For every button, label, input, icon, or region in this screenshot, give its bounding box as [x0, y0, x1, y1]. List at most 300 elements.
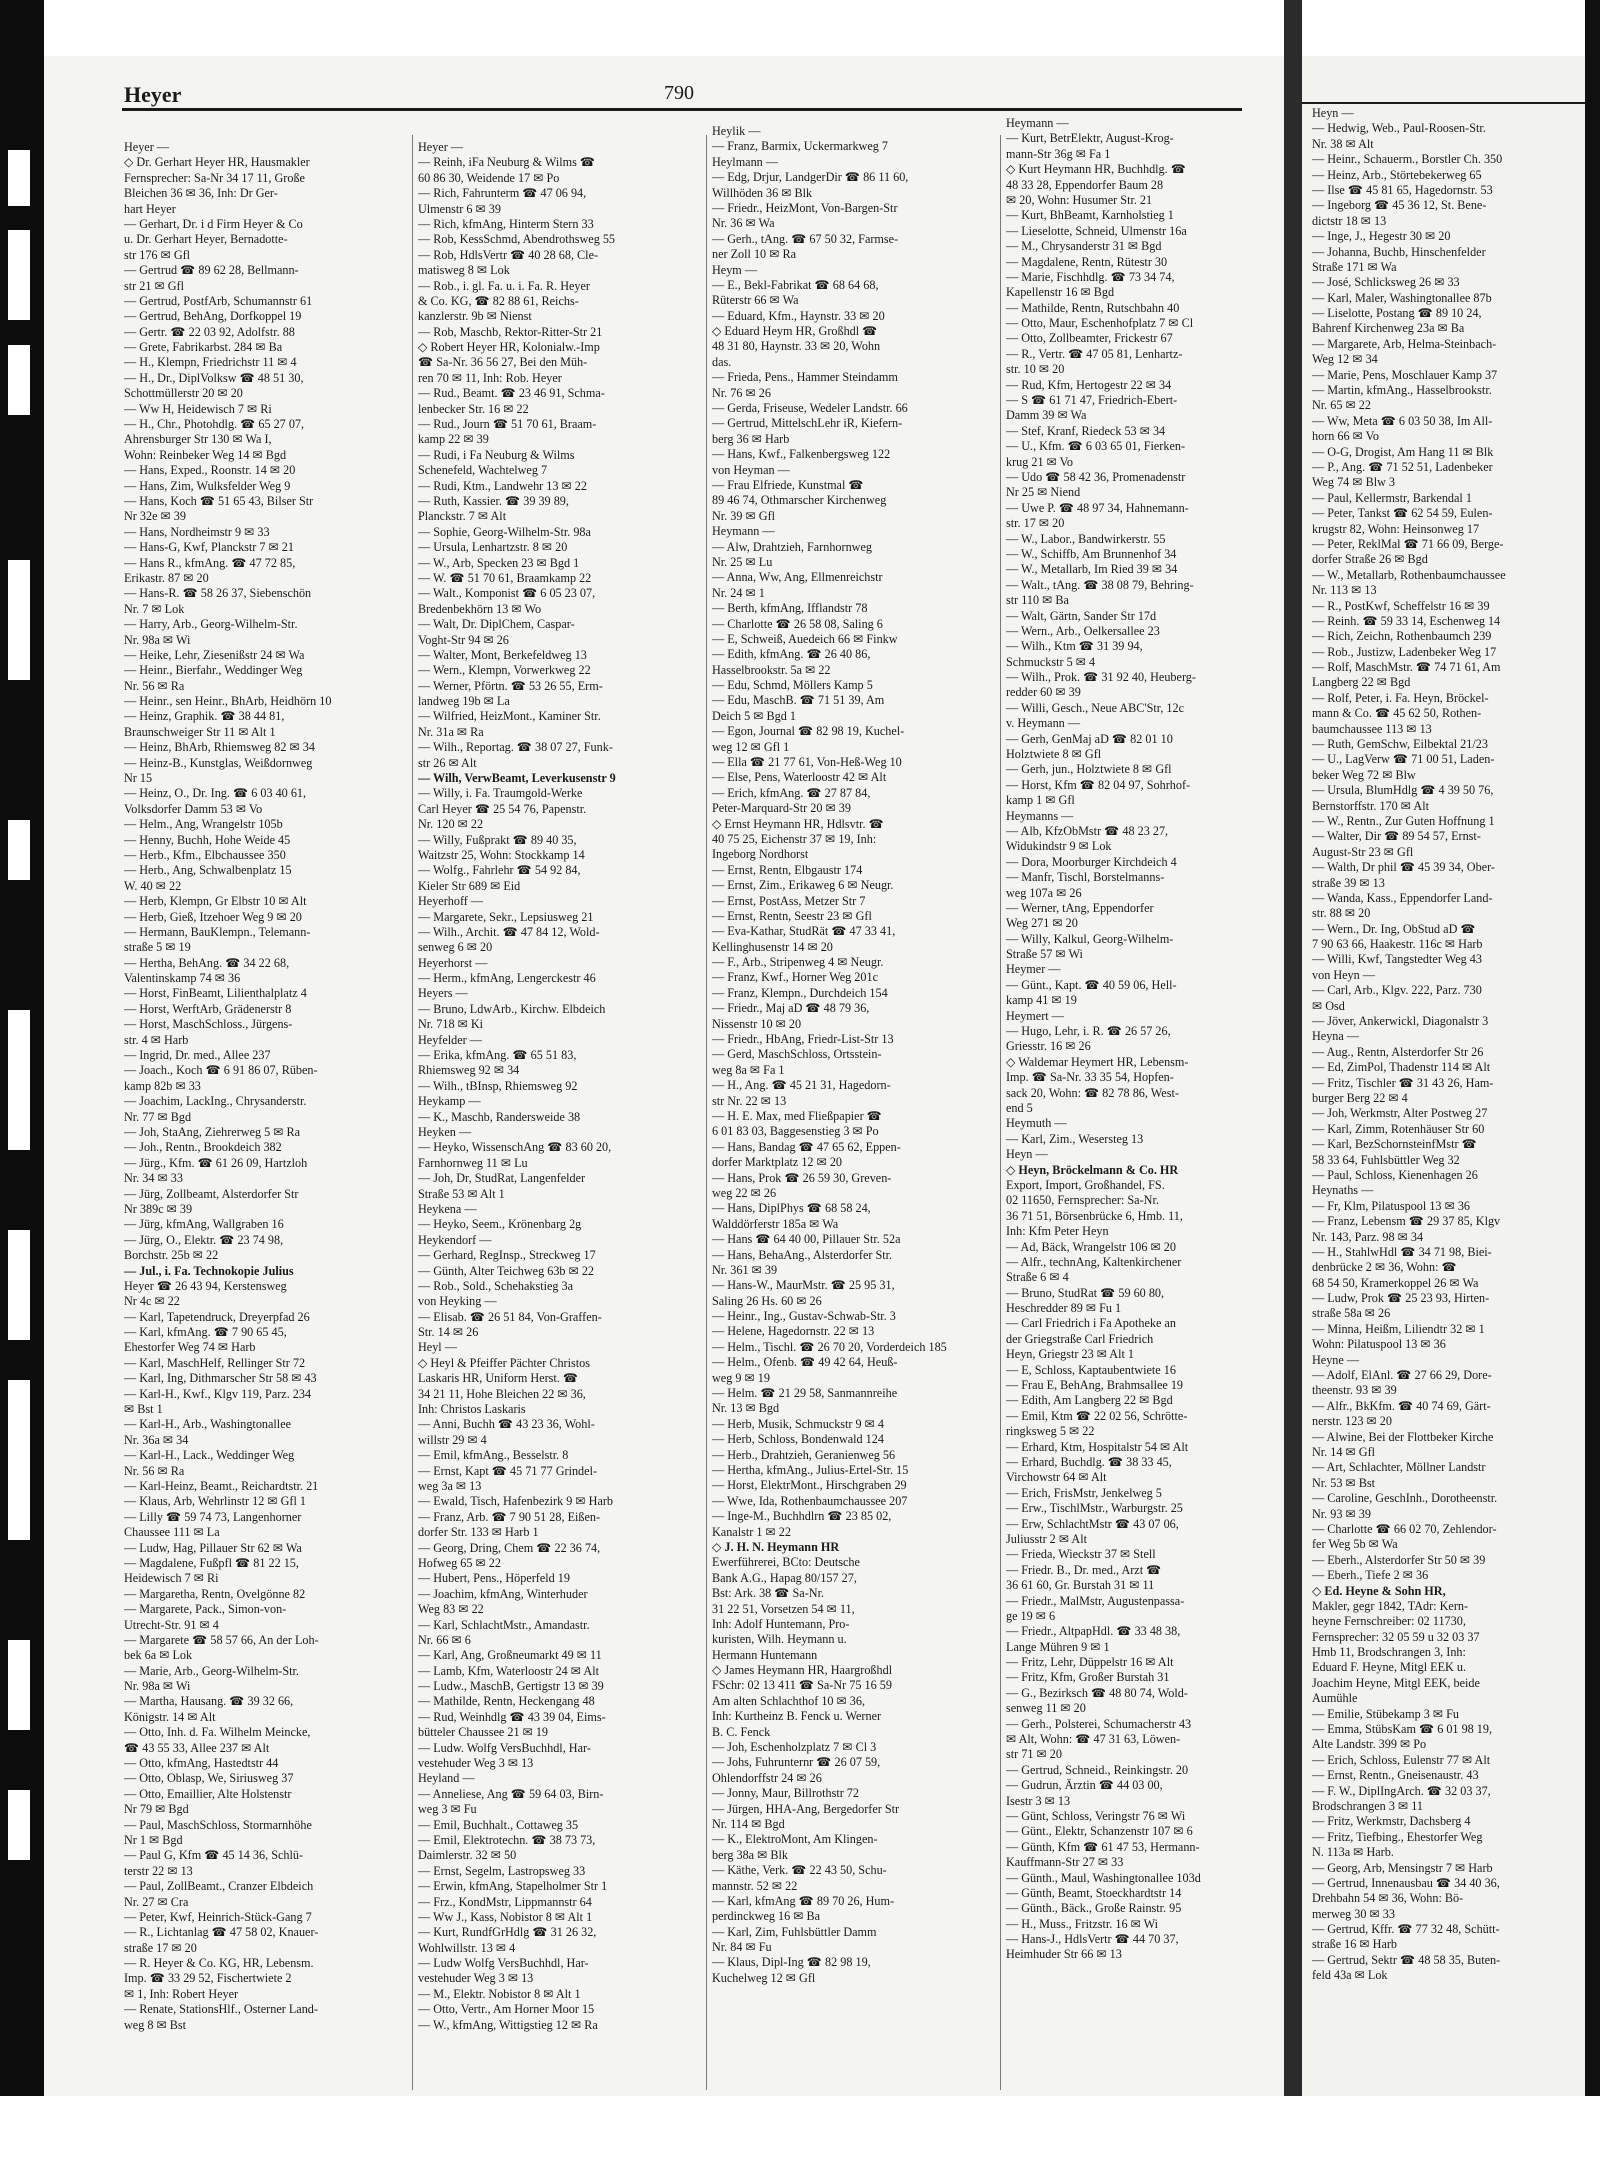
directory-entry-line: — Günth, Alter Teichweg 63b ✉ 22 — [418, 1263, 595, 1278]
directory-entry-line: Nr. 14 ✉ Gfl — [1312, 1444, 1376, 1459]
directory-entry-line: kamp 1 ✉ Gfl — [1006, 793, 1075, 808]
directory-entry-line: 7 90 63 66, Haakestr. 116c ✉ Harb — [1312, 937, 1483, 952]
directory-entry-line: — Frau E, BehAng, Brahmsallee 19 — [1006, 1378, 1184, 1393]
directory-entry-line: — Hans-G, Kwf, Planckstr 7 ✉ 21 — [124, 540, 294, 555]
column-divider — [706, 135, 707, 2090]
directory-entry-line: Heyer — — [124, 140, 170, 154]
directory-entry-line: — W., Rentn., Zur Guten Hoffnung 1 — [1312, 813, 1495, 828]
directory-entry-line: Lange Mühren 9 ✉ 1 — [1006, 1639, 1110, 1654]
directory-entry-line: Export, Import, Großhandel, FS. — [1006, 1177, 1165, 1192]
directory-entry-line: — Renate, StationsHlf., Osterner Land- — [124, 2002, 318, 2017]
directory-entry-line: — Inge-M., Buchhdlrn ☎ 23 85 02, — [712, 1509, 892, 1524]
directory-entry-line: Bernstorffstr. 170 ✉ Alt — [1312, 798, 1429, 813]
directory-entry-line: ◇ Waldemar Heymert HR, Lebensm- — [1006, 1054, 1189, 1069]
directory-entry-line: Bahrenf Kirchenweg 23a ✉ Ba — [1312, 321, 1465, 336]
directory-entry-line: weg 12 ✉ Gfl 1 — [712, 739, 790, 754]
directory-entry-line: Langberg 22 ✉ Bgd — [1312, 675, 1411, 690]
directory-entry-line: Virchowstr 64 ✉ Alt — [1006, 1470, 1107, 1485]
directory-entry-line: — Lilly ☎ 59 74 73, Langenhorner — [124, 1509, 302, 1524]
directory-entry-line: — Fritz, Kfm, Großer Burstah 31 — [1006, 1670, 1170, 1685]
directory-entry-line: Walddörferstr 185a ✉ Wa — [712, 1216, 839, 1231]
directory-entry-line: — Willy, Fußprakt ☎ 89 40 35, — [418, 832, 577, 847]
directory-entry-line: — P., Ang. ☎ 71 52 51, Ladenbeker — [1312, 459, 1493, 474]
directory-entry-line: — Rob., Sold., Schehakstieg 3a — [418, 1278, 574, 1293]
directory-entry-line: — Rob, KessSchmd, Abendrothsweg 55 — [418, 232, 616, 247]
facing-page-column — [1312, 106, 1582, 2090]
directory-entry-line: Nr. 718 ✉ Ki — [418, 1017, 484, 1032]
directory-entry-line: — Rich, kfmAng, Hinterm Stern 33 — [418, 216, 594, 231]
directory-entry-line: str 110 ✉ Ba — [1006, 593, 1069, 608]
directory-entry-line: Wohn: Reinbeker Weg 14 ✉ Bgd — [124, 447, 287, 462]
directory-entry-line: 48 31 80, Haynstr. 33 ✉ 20, Wohn — [712, 339, 881, 354]
directory-entry-line: dorfer Straße 26 ✉ Bgd — [1312, 552, 1428, 567]
directory-entry-line: — Paul G, Kfm ☎ 45 14 36, Schlü- — [124, 1848, 304, 1863]
directory-entry-line: Hmb 11, Brodschrangen 3, Inh: — [1312, 1645, 1466, 1660]
directory-entry-line: — Franz, Arb. ☎ 7 90 51 28, Eißen- — [418, 1509, 601, 1524]
directory-entry-line: 34 21 11, Hohe Bleichen 22 ✉ 36, — [418, 1386, 586, 1401]
directory-entry-line: — Ludw, Prok ☎ 25 23 93, Hirten- — [1312, 1291, 1490, 1306]
directory-entry-line: — Ludw., MaschB, Gertigstr 13 ✉ 39 — [418, 1679, 604, 1694]
directory-entry-line: — E, Schweiß, Auedeich 66 ✉ Finkw — [712, 631, 898, 646]
directory-entry-line: — Rud, Kfm, Hertogestr 22 ✉ 34 — [1006, 377, 1172, 392]
directory-entry-line: 89 46 74, Othmarscher Kirchenweg — [712, 493, 887, 508]
directory-entry-line: — Gerhart, Dr. i d Firm Heyer & Co — [124, 216, 303, 231]
directory-entry-line: Nr. 93 ✉ 39 — [1312, 1506, 1371, 1521]
directory-entry-line: — Rob, HdlsVertr ☎ 40 28 68, Cle- — [418, 247, 599, 262]
directory-entry-line: — E., Bekl-Fabrikat ☎ 68 64 68, — [712, 277, 879, 292]
directory-entry-line: — Günth., Maul, Washingtonallee 103d — [1006, 1870, 1201, 1885]
directory-entry-line: Schenefeld, Wachtelweg 7 — [418, 463, 548, 478]
directory-entry-line: Laskaris HR, Uniform Herst. ☎ — [418, 1371, 579, 1386]
directory-entry-line: — Ww, Meta ☎ 6 03 50 38, Im All- — [1312, 413, 1493, 428]
directory-entry-line: — Emilie, Stübekamp 3 ✉ Fu — [1312, 1706, 1459, 1721]
directory-entry-line: — Herb., Drahtzieh, Geranienweg 56 — [712, 1447, 896, 1462]
directory-entry-line: Alte Landstr. 399 ✉ Po — [1312, 1737, 1427, 1752]
directory-entry-line: Heynaths — — [1312, 1183, 1374, 1198]
directory-entry-line: — Ernst, Rentn., Gneisenaustr. 43 — [1312, 1768, 1479, 1783]
directory-entry-line: — Klaus, Arb, Wehrlinstr 12 ✉ Gfl 1 — [124, 1494, 306, 1509]
directory-entry-line: — Lieselotte, Schneid, Ulmenstr 16a — [1006, 223, 1187, 238]
directory-entry-line: Wohn: Pilatuspool 13 ✉ 36 — [1312, 1337, 1446, 1352]
directory-entry-line: — Magdalene, Fußpfl ☎ 81 22 15, — [124, 1555, 299, 1570]
directory-entry-line: — Marie, Pens, Moschlauer Kamp 37 — [1312, 367, 1498, 382]
directory-entry-line: Heyna — — [1312, 1029, 1360, 1044]
directory-entry-line: Chaussee 111 ✉ La — [124, 1525, 220, 1540]
directory-entry-line: — Wolfg., Fahrlehr ☎ 54 92 84, — [418, 863, 581, 878]
directory-entry-line: — Joh., Rentn., Brookdeich 382 — [124, 1140, 282, 1155]
directory-entry-line: — Friedr., Maj aD ☎ 48 79 36, — [712, 1001, 870, 1016]
directory-entry-line: Heyers — — [418, 986, 468, 1001]
directory-entry-line: Ahrensburger Str 130 ✉ Wa I, — [124, 432, 272, 447]
directory-entry-line: — Gertrud, PostfArb, Schumannstr 61 — [124, 293, 313, 308]
directory-entry-line: — Werner, tAng, Eppendorfer — [1006, 900, 1154, 915]
directory-entry-line: — Jöver, Ankerwickl, Diagonalstr 3 — [1312, 1014, 1489, 1029]
directory-entry-line: — Joachim, LackIng., Chrysanderstr. — [124, 1094, 307, 1109]
directory-entry-line: Bst: Ark. 38 ☎ Sa-Nr. — [712, 1586, 825, 1601]
directory-entry-line: Inh: Christos Laskaris — [418, 1402, 526, 1417]
directory-entry-line: & Co. KG, ☎ 82 88 61, Reichs- — [418, 293, 579, 308]
directory-entry-line: Bredenbekhörn 13 ✉ Wo — [418, 601, 542, 616]
directory-entry-line: weg 8 ✉ Bst — [124, 2017, 187, 2032]
directory-entry-line: — Emil, Elektrotechn. ☎ 38 73 73, — [418, 1832, 596, 1847]
directory-entry-line: 40 75 25, Eichenstr 37 ✉ 19, Inh: — [712, 831, 877, 846]
directory-entry-line: ◇ Ed. Heyne & Sohn HR, — [1312, 1583, 1446, 1598]
directory-entry-line: — Eberh., Alsterdorfer Str 50 ✉ 39 — [1312, 1552, 1486, 1567]
directory-entry-line: — Hans, Kwf., Falkenbergsweg 122 — [712, 447, 891, 462]
directory-entry-line: — Horst, WerftArb, Grädenerstr 8 — [124, 1001, 292, 1016]
directory-entry-line: — Alwine, Bei der Flottbeker Kirche — [1312, 1429, 1494, 1444]
directory-entry-line: — Ernst, PostAss, Metzer Str 7 — [712, 893, 866, 908]
directory-entry-line: — Hermann, BauKlempn., Telemann- — [124, 924, 311, 939]
directory-entry-line: — Willi, Gesch., Neue ABC'Str, 12c — [1006, 700, 1185, 715]
directory-entry-line: Nr. 76 ✉ 26 — [712, 385, 771, 400]
directory-entry-line: — Frau Elfriede, Kunstmal ☎ — [712, 477, 864, 492]
directory-entry-line: weg 9 ✉ 19 — [712, 1370, 770, 1385]
directory-entry-line: — H. E. Max, med Fließpapier ☎ — [712, 1109, 882, 1123]
directory-entry-line: Heymann — — [1006, 116, 1069, 130]
directory-entry-line: Braunschweiger Str 11 ✉ Alt 1 — [124, 724, 276, 739]
directory-entry-line: Kapellenstr 16 ✉ Bgd — [1006, 285, 1115, 300]
directory-entry-line: W. 40 ✉ 22 — [124, 878, 182, 893]
directory-entry-line: Heyer — — [418, 140, 464, 154]
directory-entry-line: 58 33 64, Fuhlsbüttler Weg 32 — [1312, 1152, 1460, 1167]
directory-entry-line: — Ludw, Hag, Pillauer Str 62 ✉ Wa — [124, 1540, 302, 1555]
directory-entry-line: Heyl — — [418, 1340, 457, 1355]
directory-entry-line: — Gertrud, Kffr. ☎ 77 32 48, Schütt- — [1312, 1922, 1500, 1937]
running-head: Heyer — [124, 82, 182, 107]
directory-entry-line: ✉ Bst 1 — [124, 1402, 163, 1417]
directory-entry-line: Isestr 3 ✉ 13 — [1006, 1793, 1071, 1808]
directory-entry-line: — Mathilde, Rentn, Rutschbahn 40 — [1006, 300, 1180, 315]
directory-entry-line: — Uwe P. ☎ 48 97 34, Hahnemann- — [1006, 500, 1189, 515]
column-divider — [1000, 135, 1001, 2090]
directory-entry-line: Willhöden 36 ✉ Blk — [712, 185, 813, 200]
directory-entry-line: Makler, gegr 1842, TAdr: Kern- — [1312, 1598, 1469, 1613]
directory-entry-line: — Alfr., BkKfm. ☎ 40 74 69, Gärt- — [1312, 1398, 1491, 1413]
directory-entry-line: Nr. 31a ✉ Ra — [418, 724, 484, 739]
directory-entry-line: Nr. 98a ✉ Wi — [124, 1679, 191, 1694]
directory-entry-line: Nr 389c ✉ 39 — [124, 1201, 193, 1216]
directory-entry-line: Ulmenstr 6 ✉ 39 — [418, 201, 501, 216]
directory-entry-line: — Jürg, kfmAng, Wallgraben 16 — [124, 1217, 284, 1232]
directory-entry-line: — Alfr., technAng, Kaltenkirchener — [1006, 1254, 1182, 1269]
directory-entry-line: kuristen, Wilh. Heymann u. — [712, 1632, 847, 1647]
directory-entry-line: — Emil, kfmAng., Besselstr. 8 — [418, 1448, 569, 1463]
directory-entry-line: Damm 39 ✉ Wa — [1006, 408, 1087, 423]
directory-entry-line: — Gerd, MaschSchloss, Ortsstein- — [712, 1047, 882, 1062]
directory-entry-line: — Helene, Hagedornstr. 22 ✉ 13 — [712, 1324, 875, 1339]
directory-entry-line: — Jürgen, HHA-Ang, Bergedorfer Str — [712, 1801, 900, 1816]
directory-entry-line: — Frieda, Wieckstr 37 ✉ Stell — [1006, 1547, 1156, 1562]
directory-entry-line: — Udo ☎ 58 42 36, Promenadenstr — [1006, 469, 1186, 484]
directory-entry-line: — Anneliese, Ang ☎ 59 64 03, Birn- — [418, 1786, 604, 1801]
directory-entry-line: — Heinz-B., Kunstglas, Weißdornweg — [124, 755, 313, 770]
directory-entry-line: FSchr: 02 13 411 ☎ Sa-Nr 75 16 59 — [712, 1678, 892, 1693]
header-rule — [122, 108, 1242, 111]
directory-entry-line: — Fritz, Werkmstr, Dachsberg 4 — [1312, 1814, 1471, 1829]
directory-entry-line: Nr 25 ✉ Niend — [1006, 485, 1081, 500]
directory-entry-line: Kuchelweg 12 ✉ Gfl — [712, 1970, 816, 1985]
directory-entry-line: Borchstr. 25b ✉ 22 — [124, 1248, 219, 1263]
directory-entry-line: — W., kfmAng, Wittigstieg 12 ✉ Ra — [418, 2017, 598, 2032]
directory-entry-line: ☎ Sa-Nr. 36 56 27, Bei den Müh- — [418, 355, 588, 370]
directory-entry-line: Eduard F. Heyne, Mitgl EEK u. — [1312, 1660, 1467, 1675]
directory-entry-line: mannstr. 52 ✉ 22 — [712, 1878, 798, 1893]
directory-entry-line: ◇ Kurt Heymann HR, Buchhdlg. ☎ — [1006, 162, 1186, 177]
directory-entry-line: — Gerh., Polsterei, Schumacherstr 43 — [1006, 1716, 1192, 1731]
directory-entry-line: Nr. 38 ✉ Alt — [1312, 136, 1374, 151]
directory-entry-line: — Emil, Buchhalt., Cottaweg 35 — [418, 1817, 579, 1832]
directory-entry-line: Brodschrangen 3 ✉ 11 — [1312, 1798, 1423, 1813]
directory-entry-line: Am alten Schlachthof 10 ✉ 36, — [712, 1693, 866, 1708]
directory-entry-line: Heymuth — — [1006, 1116, 1067, 1131]
directory-entry-line: — Manfr, Tischl, Borstelmanns- — [1006, 870, 1165, 885]
directory-entry-line: — Otto, Oblasp, We, Siriusweg 37 — [124, 1771, 294, 1786]
directory-entry-line: Nr. 120 ✉ 22 — [418, 817, 484, 832]
directory-entry-line: 48 33 28, Eppendorfer Baum 28 — [1006, 177, 1164, 192]
directory-entry-line: — Herb., Kfm., Elbchaussee 350 — [124, 847, 286, 862]
directory-entry-line: — Edith, kfmAng. ☎ 26 40 86, — [712, 647, 871, 662]
directory-entry-line: — Bruno, LdwArb., Kirchw. Elbdeich — [418, 1001, 606, 1016]
directory-entry-line: vestehuder Weg 3 ✉ 13 — [418, 1756, 534, 1771]
directory-entry-line: ◇ Ernst Heymann HR, Hdlsvtr. ☎ — [712, 816, 884, 831]
directory-entry-line: — Gerh, jun., Holztwiete 8 ✉ Gfl — [1006, 762, 1172, 777]
directory-entry-line: — Gerh., tAng. ☎ 67 50 32, Farmse- — [712, 231, 899, 246]
directory-entry-line: redder 60 ✉ 39 — [1006, 685, 1081, 700]
directory-entry-line: — Eberh., Tiefe 2 ✉ 36 — [1312, 1568, 1429, 1583]
directory-entry-line: das. — [712, 354, 732, 369]
directory-entry-line: ✉ Alt, Wohn: ☎ 47 31 63, Löwen- — [1006, 1732, 1181, 1747]
directory-entry-line: — Hans R., kfmAng. ☎ 47 72 85, — [124, 555, 296, 570]
directory-entry-line: Heschredder 89 ✉ Fu 1 — [1006, 1301, 1122, 1316]
directory-entry-line: — W., Schiffb, Am Brunnenhof 34 — [1006, 546, 1177, 561]
directory-entry-line: Kellinghusenstr 14 ✉ 20 — [712, 939, 833, 954]
directory-entry-line: — Ad, Bäck, Wrangelstr 106 ✉ 20 — [1006, 1239, 1176, 1254]
directory-entry-line: Rüterstr 66 ✉ Wa — [712, 293, 799, 308]
directory-entry-line: — Georg, Arb, Mensingstr 7 ✉ Harb — [1312, 1860, 1493, 1875]
directory-entry-line: — M., Elektr. Nobistor 8 ✉ Alt 1 — [418, 1986, 581, 2001]
page-header — [124, 82, 1240, 110]
directory-entry-line: — Karl, Tapetendruck, Dreyerpfad 26 — [124, 1309, 310, 1324]
directory-entry-line: — Ruth, Kassier. ☎ 39 39 89, — [418, 493, 569, 508]
directory-entry-line: — Gerhard, RegInsp., Streckweg 17 — [418, 1248, 596, 1263]
directory-entry-line: Weg 271 ✉ 20 — [1006, 916, 1078, 931]
directory-entry-line: Nr. 13 ✉ Bgd — [712, 1401, 780, 1416]
directory-entry-line: Valentinskamp 74 ✉ 36 — [124, 971, 241, 986]
directory-entry-line: — H., Muss., Fritzstr. 16 ✉ Wi — [1006, 1916, 1159, 1931]
directory-entry-line: — Hans-W., MaurMstr. ☎ 25 95 31, — [712, 1278, 895, 1293]
directory-entry-line: dictstr 18 ✉ 13 — [1312, 213, 1387, 228]
directory-entry-line: ◇ J. H. N. Heymann HR — [712, 1539, 840, 1554]
directory-entry-line: — Karl, Zimm, Rotenhäuser Str 60 — [1312, 1121, 1485, 1136]
directory-entry-line: Daimlerstr. 32 ✉ 50 — [418, 1848, 517, 1863]
directory-entry-line: feld 43a ✉ Lok — [1312, 1968, 1388, 1983]
directory-entry-line: end 5 — [1006, 1101, 1033, 1115]
directory-entry-line: Utrecht-Str. 91 ✉ 4 — [124, 1617, 219, 1632]
directory-entry-line: — Adolf, ElAnl. ☎ 27 66 29, Dore- — [1312, 1368, 1492, 1383]
directory-entry-line: — Harry, Arb., Georg-Wilhelm-Str. — [124, 617, 298, 632]
directory-entry-line: — Horst, ElektrMont., Hirschgraben 29 — [712, 1478, 907, 1493]
directory-entry-line: bek 6a ✉ Lok — [124, 1648, 193, 1663]
directory-entry-line: — Ed, ZimPol, Thadenstr 114 ✉ Alt — [1312, 1060, 1491, 1075]
directory-entry-line: Heyfelder — — [418, 1032, 482, 1047]
directory-entry-line: Nr 79 ✉ Bgd — [124, 1802, 189, 1817]
directory-entry-line: — Erhard, Ktm, Hospitalstr 54 ✉ Alt — [1006, 1439, 1189, 1454]
directory-entry-line: — W., Labor., Bandwirkerstr. 55 — [1006, 531, 1166, 546]
directory-entry-line: — Art, Schlachter, Möllner Landstr — [1312, 1460, 1486, 1475]
directory-entry-line: — Rich, Zeichn, Rothenbaumch 239 — [1312, 629, 1492, 644]
directory-entry-line: — Erika, kfmAng. ☎ 65 51 83, — [418, 1048, 577, 1063]
directory-entry-line: — Willi, Kwf, Tangstedter Weg 43 — [1312, 952, 1482, 967]
directory-entry-line: theenstr. 93 ✉ 39 — [1312, 1383, 1397, 1398]
directory-entry-line: — Helm., Ofenb. ☎ 49 42 64, Heuß- — [712, 1355, 898, 1370]
directory-entry-line: — Karl, Ang, Großneumarkt 49 ✉ 11 — [418, 1648, 602, 1663]
directory-entry-line: — Karl, Ing, Dithmarscher Str 58 ✉ 43 — [124, 1371, 317, 1386]
directory-entry-line: Heylmann — — [712, 154, 779, 169]
directory-entry-line: — Margarete, Pack., Simon-von- — [124, 1602, 287, 1617]
directory-entry-line: — Herb, Musik, Schmuckstr 9 ✉ 4 — [712, 1416, 885, 1431]
directory-entry-line: straße 58a ✉ 26 — [1312, 1306, 1391, 1321]
directory-entry-line: Griesstr. 16 ✉ 26 — [1006, 1039, 1091, 1054]
directory-entry-line: — Franz, Barmix, Uckermarkweg 7 — [712, 139, 888, 154]
directory-entry-line: Fernsprecher: Sa-Nr 34 17 11, Große — [124, 170, 305, 185]
directory-entry-line: ◇ Heyl & Pfeiffer Pächter Christos — [418, 1355, 590, 1370]
directory-entry-line: — Gertr. ☎ 22 03 92, Adolfstr. 88 — [124, 324, 295, 339]
directory-entry-line: — Peter, Tankst ☎ 62 54 59, Eulen- — [1312, 506, 1493, 521]
directory-entry-line: str Nr. 22 ✉ 13 — [712, 1093, 787, 1108]
directory-entry-line: — Otto, Zollbeamter, Frickestr 67 — [1006, 331, 1173, 346]
directory-entry-line: Heyn — — [1312, 106, 1354, 120]
directory-entry-line: — Ww H, Heidewisch 7 ✉ Ri — [124, 401, 272, 416]
directory-entry-line: — Egon, Journal ☎ 82 98 19, Kuchel- — [712, 724, 905, 739]
directory-entry-line: — Heinz, BhArb, Rhiemsweg 82 ✉ 34 — [124, 740, 315, 755]
directory-entry-line: Wohlwillstr. 13 ✉ 4 — [418, 1940, 516, 1955]
directory-entry-line: — Joach., Koch ☎ 6 91 86 07, Rüben- — [124, 1063, 318, 1078]
directory-entry-line: — Jürg., Kfm. ☎ 61 26 09, Hartzloh — [124, 1155, 308, 1170]
directory-entry-line: — Gudrun, Ärztin ☎ 44 03 00, — [1006, 1778, 1163, 1793]
directory-entry-line: — Ludw Wolfg VersBuchhdl, Har- — [418, 1956, 589, 1971]
directory-entry-line: Aumühle — [1312, 1691, 1358, 1706]
directory-entry-line: — Otto, Inh. d. Fa. Wilhelm Meincke, — [124, 1725, 311, 1740]
directory-entry-line: senweg 11 ✉ 20 — [1006, 1701, 1086, 1716]
directory-entry-line: — Wern., Klempn, Vorwerkweg 22 — [418, 663, 591, 678]
directory-entry-line: — Emil, Ktm ☎ 22 02 56, Schrötte- — [1006, 1408, 1188, 1423]
directory-entry-line: mann & Co. ☎ 45 62 50, Rothen- — [1312, 706, 1482, 721]
directory-entry-line: — Marie, Fischhdlg. ☎ 73 34 74, — [1006, 269, 1175, 284]
directory-entry-line: — Hugo, Lehr, i. R. ☎ 26 57 26, — [1006, 1024, 1171, 1039]
directory-entry-line: heyne Fernschreiber: 02 11730, — [1312, 1614, 1466, 1629]
directory-entry-line: dorfer Marktplatz 12 ✉ 20 — [712, 1155, 843, 1170]
directory-entry-line: ✉ Osd — [1312, 998, 1345, 1013]
directory-column-3 — [712, 124, 995, 2090]
directory-entry-line: — Karl, Maler, Washingtonallee 87b — [1312, 290, 1492, 305]
directory-entry-line: Nr. 114 ✉ Bgd — [712, 1816, 785, 1831]
directory-entry-line: — Günth, Kfm ☎ 61 47 53, Hermann- — [1006, 1839, 1200, 1854]
directory-entry-line: Nr 32e ✉ 39 — [124, 509, 186, 524]
directory-entry-line: Ewerführerei, BCto: Deutsche — [712, 1555, 860, 1570]
directory-entry-line: Nr. 143, Parz. 98 ✉ 34 — [1312, 1229, 1424, 1244]
directory-entry-line: — Jürg, Zollbeamt, Alsterdorfer Str — [124, 1186, 299, 1201]
directory-entry-line: N. 113a ✉ Harb. — [1312, 1845, 1394, 1860]
directory-entry-line: — Charlotte ☎ 66 02 70, Zehlendor- — [1312, 1521, 1497, 1536]
directory-entry-line: ◇ James Heymann HR, Haargroßhdl — [712, 1663, 893, 1678]
directory-entry-line: — Herb, Schloss, Bondenwald 124 — [712, 1432, 884, 1447]
directory-entry-line: — Karl, kfmAng ☎ 89 70 26, Hum- — [712, 1893, 895, 1908]
directory-entry-line: — Wilh., Ktm ☎ 31 39 94, — [1006, 639, 1143, 654]
directory-entry-line: str. 88 ✉ 20 — [1312, 906, 1371, 921]
directory-entry-line: August-Str 23 ✉ Gfl — [1312, 844, 1414, 859]
directory-entry-line: sack 20, Wohn: ☎ 82 78 86, West- — [1006, 1085, 1179, 1100]
directory-entry-line: Heymert — — [1006, 1008, 1064, 1023]
directory-entry-line: — Caroline, GeschInh., Dorotheenstr. — [1312, 1491, 1498, 1506]
directory-entry-line: — Horst, MaschSchloss., Jürgens- — [124, 1017, 293, 1032]
directory-entry-line: — Friedr. B., Dr. med., Arzt ☎ — [1006, 1562, 1162, 1577]
directory-entry-line: — W., Metallarb, Rothenbaumchaussee — [1312, 567, 1506, 582]
directory-entry-line: — Heinz, O., Dr. Ing. ☎ 6 03 40 61, — [124, 786, 307, 801]
directory-entry-line: Inh: Kurtheinz B. Fenck u. Werner — [712, 1709, 882, 1724]
directory-entry-line: — Otto, Maur, Eschenhofplatz 7 ✉ Cl — [1006, 316, 1194, 331]
directory-entry-line: Saling 26 Hs. 60 ✉ 26 — [712, 1293, 822, 1308]
directory-entry-line: Inh: Adolf Huntemann, Pro- — [712, 1616, 850, 1631]
directory-entry-line: vestehuder Weg 3 ✉ 13 — [418, 1971, 534, 1986]
directory-entry-line: — K., ElektroMont, Am Klingen- — [712, 1832, 878, 1847]
directory-entry-line: beker Weg 72 ✉ Blw — [1312, 767, 1416, 782]
directory-entry-line: — Margarete, Arb, Helma-Steinbach- — [1312, 336, 1497, 351]
directory-entry-line: weg 8a ✉ Fa 1 — [712, 1062, 785, 1077]
directory-entry-line: — Rob., Justizw, Ladenbeker Weg 17 — [1312, 644, 1497, 659]
directory-entry-line: — Willy, Kalkul, Georg-Wilhelm- — [1006, 931, 1174, 946]
directory-entry-line: — Hertha, kfmAng., Julius-Ertel-Str. 15 — [712, 1462, 909, 1477]
directory-entry-line: 36 61 60, Gr. Burstah 31 ✉ 11 — [1006, 1578, 1155, 1593]
scan-binding-edge — [0, 0, 44, 2177]
directory-entry-line: — G., Bezirksch ☎ 48 80 74, Wold- — [1006, 1685, 1188, 1700]
directory-entry-line: von Heyking — — [418, 1294, 497, 1309]
directory-entry-line: — Rich, Fahrunterm ☎ 47 06 94, — [418, 186, 587, 201]
directory-entry-line: — R., Vertr. ☎ 47 05 81, Lenhartz- — [1006, 346, 1183, 361]
directory-entry-line: — R., Lichtanlag ☎ 47 58 02, Knauer- — [124, 1925, 319, 1940]
directory-entry-line: — Jul., i. Fa. Technokopie Julius — [124, 1263, 294, 1278]
directory-entry-line: lenbecker Str. 16 ✉ 22 — [418, 401, 529, 416]
directory-entry-line: Waitzstr 25, Wohn: Stockkamp 14 — [418, 847, 585, 862]
directory-entry-line: — Ernst, Zim., Erikaweg 6 ✉ Neugr. — [712, 878, 894, 893]
directory-entry-line: Schottmüllerstr 20 ✉ 20 — [124, 386, 243, 401]
directory-entry-line: — Ingeborg ☎ 45 36 12, St. Bene- — [1312, 198, 1487, 213]
directory-entry-line: — Herb., Ang, Schwalbenplatz 15 — [124, 863, 292, 878]
directory-entry-line: Nissenstr 10 ✉ 20 — [712, 1016, 802, 1031]
directory-entry-line: — Hans-J., HdlsVertr ☎ 44 70 37, — [1006, 1932, 1179, 1947]
directory-entry-line: — Hertha, BehAng. ☎ 34 22 68, — [124, 955, 290, 970]
directory-entry-line: — S ☎ 61 71 47, Friedrich-Ebert- — [1006, 393, 1178, 408]
directory-entry-line: Heidewisch 7 ✉ Ri — [124, 1571, 219, 1586]
directory-entry-line: — Karl, MaschHelf, Rellinger Str 72 — [124, 1355, 306, 1370]
directory-entry-line: ☎ 43 55 33, Allee 237 ✉ Alt — [124, 1740, 270, 1755]
directory-entry-line: — Sophie, Georg-Wilhelm-Str. 98a — [418, 524, 591, 539]
directory-entry-line: ner Zoll 10 ✉ Ra — [712, 247, 796, 262]
directory-entry-line: ge 19 ✉ 6 — [1006, 1608, 1056, 1623]
directory-entry-line: ◇ Eduard Heym HR, Großhdl ☎ — [712, 324, 878, 339]
directory-entry-line: Nr. 361 ✉ 39 — [712, 1262, 778, 1277]
directory-entry-line: Nr. 77 ✉ Bgd — [124, 1109, 192, 1124]
directory-entry-line: — Margaretha, Rentn, Ovelgönne 82 — [124, 1586, 306, 1601]
directory-entry-line: — Heyko, Seem., Krönenbarg 2g — [418, 1217, 582, 1232]
directory-entry-line: Nr. 24 ✉ 1 — [712, 585, 765, 600]
directory-entry-line: kamp 82b ✉ 33 — [124, 1078, 201, 1093]
directory-entry-line: mann-Str 36g ✉ Fa 1 — [1006, 146, 1111, 161]
directory-entry-line: — Ella ☎ 21 77 61, Von-Heß-Weg 10 — [712, 755, 902, 770]
directory-entry-line: — Wilfried, HeizMont., Kaminer Str. — [418, 709, 601, 724]
directory-entry-line: Nr. 84 ✉ Fu — [712, 1940, 772, 1955]
directory-entry-line: — Günt., Kapt. ☎ 40 59 06, Hell- — [1006, 977, 1177, 992]
